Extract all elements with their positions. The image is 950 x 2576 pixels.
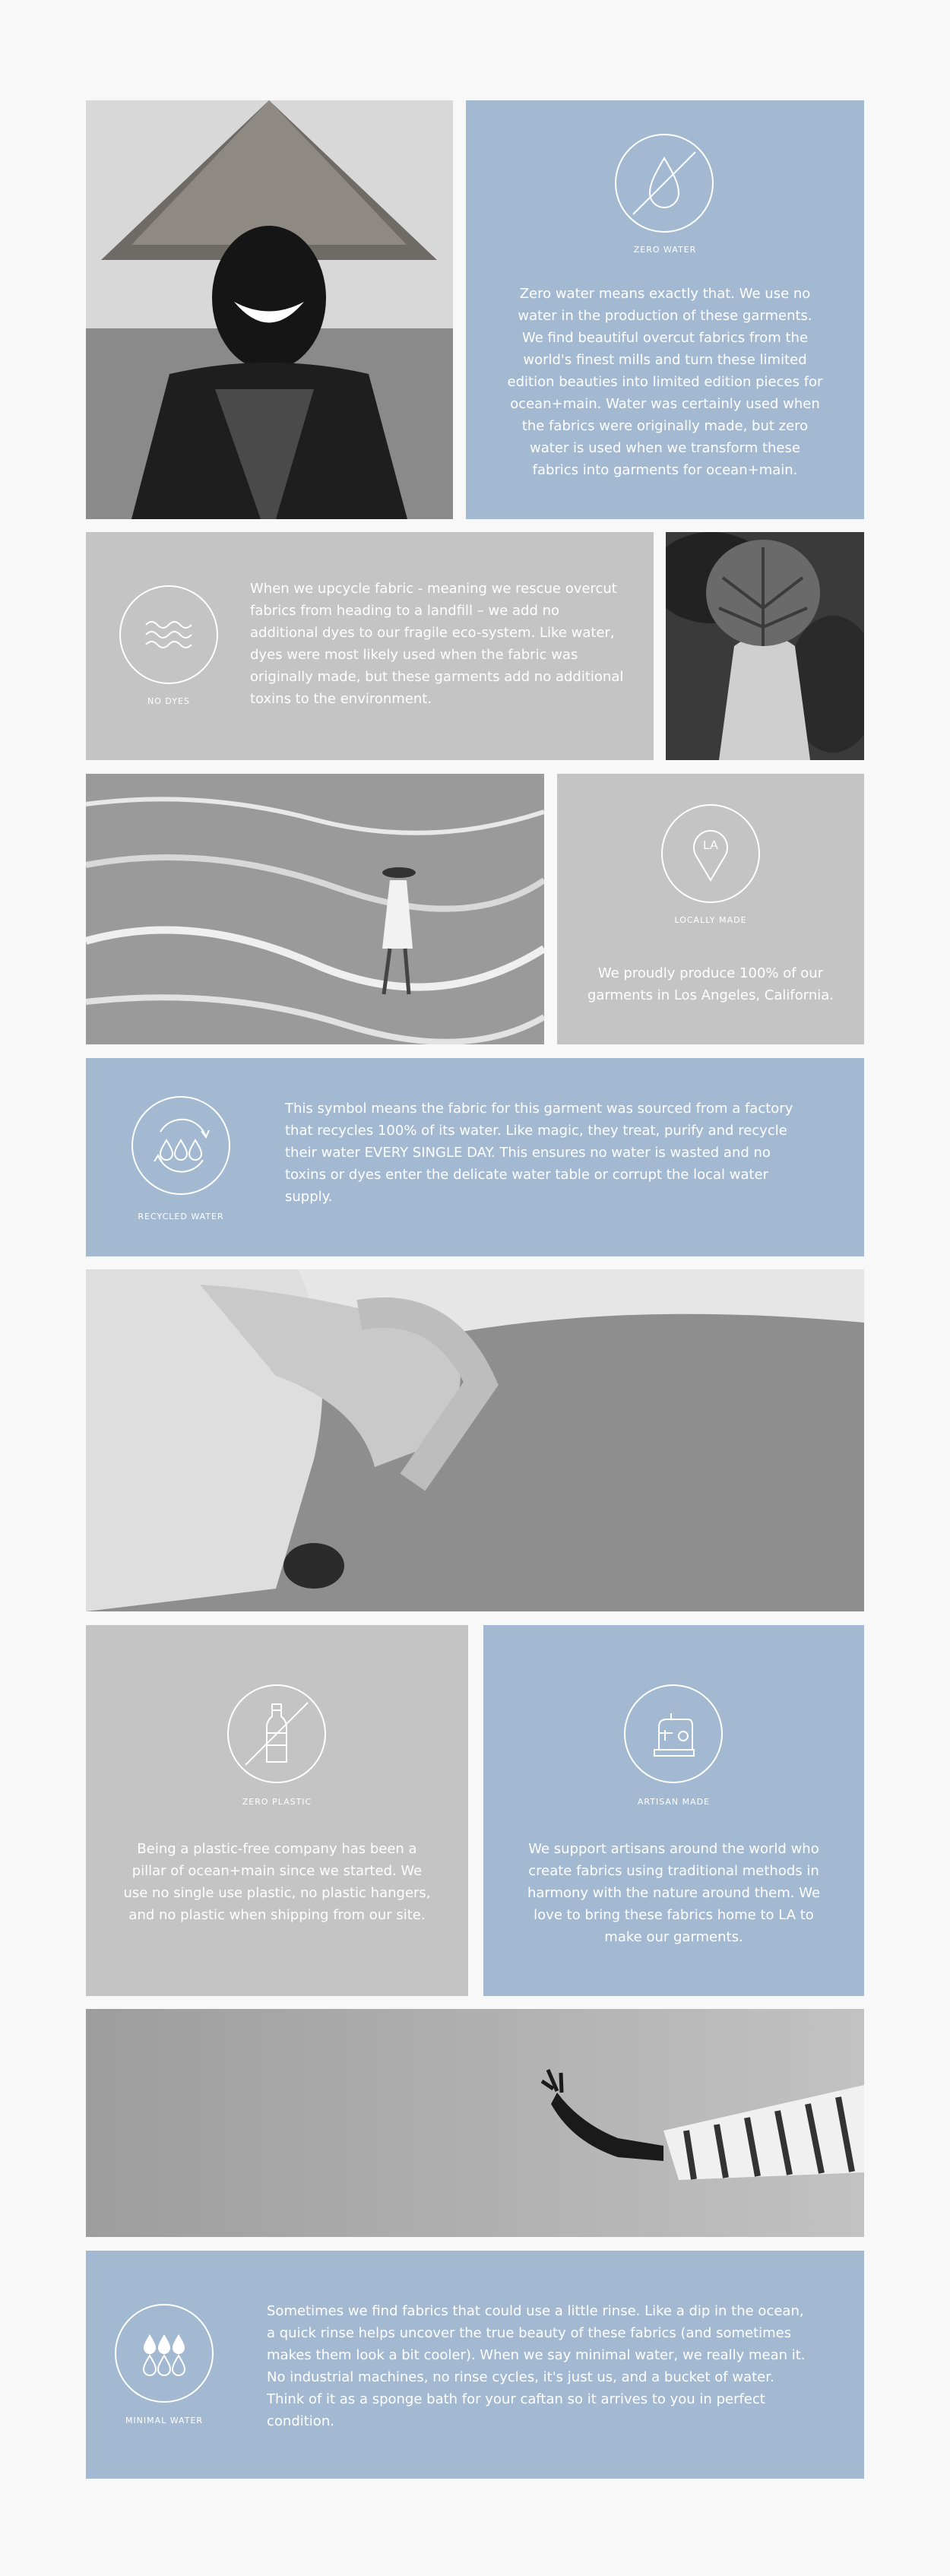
- minimal-water-panel: [86, 2251, 864, 2479]
- locally-made-caption: LOCALLY MADE: [674, 915, 747, 925]
- recycle-drops-icon: [131, 1096, 230, 1195]
- location-pin-label: LA: [703, 839, 718, 852]
- water-drops-icon: [115, 2304, 214, 2403]
- photo-person-sitting-in-surf: [86, 1269, 864, 1611]
- zero-plastic-caption: ZERO PLASTIC: [242, 1797, 312, 1807]
- minimal-water-caption: MINIMAL WATER: [125, 2416, 204, 2425]
- sewing-machine-icon: [624, 1684, 723, 1783]
- recycled-water-caption: RECYCLED WATER: [138, 1212, 224, 1221]
- zero-water-panel: [466, 100, 864, 519]
- artisan-made-panel: [483, 1625, 864, 1996]
- locally-made-panel: [557, 774, 864, 1044]
- waves-icon: [119, 585, 218, 684]
- photo-woman-ocean-shore: [86, 774, 544, 1044]
- locally-made-text: We proudly produce 100% of our garments in Los Angeles, California.: [587, 965, 834, 1003]
- recycled-water-panel: [86, 1058, 864, 1256]
- zero-plastic-text: Being a plastic-free company has been a pillar of ocean+main since we started. We use no single use plastic, no plastic hangers, and no plastic when shipping from our site.: [123, 1841, 431, 1923]
- artisan-made-text: We support artisans around the world who create fabrics using traditional methods in harmony with the nature around them. We love to bring these fabrics home to LA to make our garments.: [527, 1841, 821, 1945]
- zero-plastic-panel: [86, 1625, 468, 1996]
- no-bottle-icon: [227, 1684, 326, 1783]
- artisan-made-caption: ARTISAN MADE: [637, 1797, 711, 1807]
- photo-woman-straw-hat: [86, 100, 453, 519]
- zero-water-caption: ZERO WATER: [633, 245, 697, 255]
- zero-water-icon: [615, 134, 714, 233]
- recycled-water-text: This symbol means the fabric for this garment was sourced from a factory that recycles 100% of its water. Like magic, they treat, purify and recycle their water EVERY SINGLE DAY. This ensures no water is wasted and no toxins or dyes enter the delicate water table or corrupt the local water supply.: [285, 1101, 793, 1205]
- location-pin-icon: [661, 804, 760, 903]
- photo-arm-striped-sleeve: [86, 2009, 864, 2237]
- no-dyes-text: When we upcycle fabric - meaning we rescue overcut fabrics from heading to a landfill – we add no additional dyes to our fragile eco-system. Like water, dyes were most likely used when the fabric was originally made, but these garments add no additional toxins to the environment.: [250, 581, 624, 707]
- no-dyes-panel: [86, 532, 654, 760]
- zero-water-text: Zero water means exactly that. We use no water in the production of these garments. We find beautiful overcut fabrics from the world's finest mills and turn these limited edition beauties into limited edition pieces for ocean+main. Water was certainly used when the fabrics were originally made, but zero water is used when we transform these fabrics into garments for ocean+main.: [507, 286, 823, 478]
- no-dyes-caption: NO DYES: [147, 696, 190, 706]
- photo-palm-leaf: [666, 532, 864, 760]
- minimal-water-text: Sometimes we find fabrics that could use a little rinse. Like a dip in the ocean, a quick rinse helps uncover the true beauty of these fabrics (and sometimes makes them look a bit cooler). When we say minimal water, we really mean it. No industrial machines, no rinse cycles, it's just us, and a bucket of water. Think of it as a sponge bath for your caftan so it arrives to you in perfect condition.: [267, 2303, 806, 2429]
